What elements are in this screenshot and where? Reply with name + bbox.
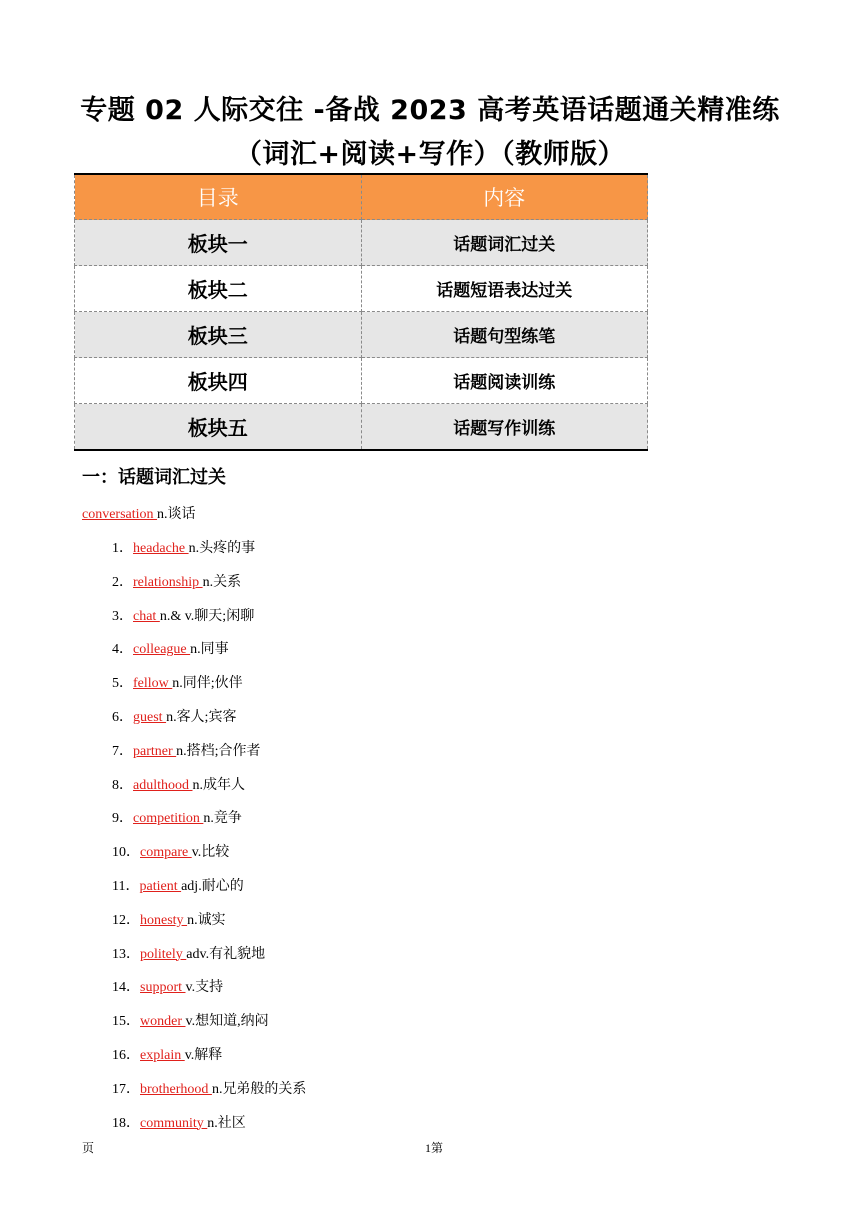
- vocab-item: [112, 1047, 222, 1065]
- vocab-item: [112, 608, 254, 626]
- vocab-definition: v.支持: [185, 980, 224, 996]
- vocab-number: 6．: [112, 710, 133, 725]
- vocab-word: headache: [133, 541, 189, 556]
- vocab-word: wonder: [140, 1014, 186, 1030]
- vocab-definition: adj.耐心的: [181, 879, 244, 894]
- vocab-item: [112, 912, 226, 930]
- vocab-number: 3．: [112, 608, 133, 624]
- vocab-word: patient: [139, 879, 182, 894]
- vocab-number: 1．: [112, 541, 133, 556]
- vocab-word: brotherhood: [140, 1081, 212, 1097]
- vocab-item: [112, 878, 244, 896]
- vocab-item: [112, 675, 243, 693]
- vocab-word: support: [140, 980, 186, 996]
- vocab-word: guest: [133, 710, 167, 725]
- vocab-head-entry: [82, 506, 196, 524]
- vocab-number: 16．: [112, 1048, 140, 1063]
- vocab-definition: n.社区: [207, 1115, 246, 1131]
- module-content: 话题阅读训练: [361, 358, 648, 404]
- vocab-number: 9．: [112, 811, 133, 827]
- vocab-definition: v.比较: [191, 845, 230, 861]
- vocab-item: [112, 574, 241, 592]
- vocab-word: honesty: [140, 912, 188, 928]
- vocab-definition: n.谈话: [157, 507, 196, 522]
- vocab-word: partner: [133, 743, 177, 759]
- vocab-item: [112, 1081, 306, 1099]
- vocab-item: [112, 743, 261, 761]
- header-content: 内容: [361, 174, 648, 220]
- vocab-word: chat: [133, 608, 160, 624]
- vocab-number: 4．: [112, 642, 133, 658]
- vocab-number: 10．: [112, 845, 140, 861]
- vocab-item: [112, 979, 223, 997]
- vocab-word: fellow: [133, 676, 173, 692]
- contents-row: [75, 266, 648, 312]
- module-name: 板块五: [75, 404, 362, 451]
- document-title-line-1: 专题 02 人际交往 -备战 2023 高考英语话题通关精准练: [80, 95, 780, 126]
- contents-row: [75, 312, 648, 358]
- vocab-definition: n.关系: [202, 574, 242, 590]
- contents-row: [75, 404, 648, 451]
- vocab-word: compare: [140, 845, 192, 861]
- vocab-definition: n.兄弟般的关系: [211, 1081, 307, 1097]
- vocab-definition: v.想知道,纳闷: [185, 1014, 269, 1030]
- vocab-word: conversation: [82, 507, 158, 522]
- vocab-definition: n.搭档;合作者: [176, 743, 261, 759]
- vocab-number: 5．: [112, 676, 133, 692]
- vocab-word: explain: [140, 1048, 185, 1063]
- vocab-item: [112, 709, 236, 727]
- module-content: 话题句型练笔: [361, 312, 648, 358]
- module-name: 板块三: [75, 312, 362, 358]
- vocab-number: 17．: [112, 1081, 140, 1097]
- vocab-number: 13．: [112, 946, 140, 962]
- vocab-number: 12．: [112, 912, 140, 928]
- vocab-definition: n.同伴;伙伴: [172, 676, 243, 692]
- contents-row: [75, 358, 648, 404]
- vocab-word: adulthood: [133, 777, 193, 793]
- vocab-number: 18．: [112, 1115, 140, 1131]
- vocab-definition: n.同事: [190, 642, 229, 658]
- vocab-number: 11．: [112, 879, 140, 894]
- vocab-item: [112, 810, 242, 828]
- vocab-item: [112, 1115, 246, 1133]
- footer-page-label: 页: [82, 1141, 95, 1155]
- document-title-line-2: （词汇+阅读+写作）（教师版）: [234, 139, 626, 170]
- vocab-item: [112, 540, 255, 558]
- vocab-definition: n.& v.聊天;闲聊: [159, 608, 255, 624]
- vocab-number: 7．: [112, 743, 133, 759]
- vocab-item: [112, 777, 245, 795]
- vocab-definition: n.头疼的事: [188, 541, 256, 556]
- vocab-word: community: [140, 1115, 208, 1131]
- vocab-definition: n.诚实: [187, 912, 226, 928]
- vocab-word: relationship: [133, 574, 203, 590]
- contents-row: [75, 220, 648, 266]
- vocab-number: 2．: [112, 574, 133, 590]
- vocab-item: [112, 844, 229, 862]
- header-catalog: 目录: [75, 174, 362, 220]
- module-name: 板块二: [75, 266, 362, 312]
- vocab-number: 14．: [112, 980, 140, 996]
- module-name: 板块四: [75, 358, 362, 404]
- module-name: 板块一: [75, 220, 362, 266]
- module-content: 话题词汇过关: [361, 220, 648, 266]
- contents-table-header: [75, 174, 648, 220]
- vocab-item: [112, 1013, 269, 1031]
- vocab-word: competition: [133, 811, 204, 827]
- vocab-number: 15．: [112, 1014, 140, 1030]
- vocab-definition: n.竞争: [203, 811, 242, 827]
- footer-page-number: 1第: [425, 1141, 444, 1155]
- vocab-definition: n.成年人: [192, 777, 245, 793]
- contents-table: [74, 173, 648, 451]
- vocab-word: politely: [140, 946, 187, 962]
- vocab-number: 8．: [112, 777, 133, 793]
- module-content: 话题短语表达过关: [361, 266, 648, 312]
- section-heading: 一：话题词汇过关: [82, 467, 226, 488]
- vocab-item: [112, 946, 265, 964]
- vocab-word: colleague: [133, 642, 191, 658]
- vocab-definition: v.解释: [184, 1048, 223, 1063]
- module-content: 话题写作训练: [361, 404, 648, 451]
- vocab-item: [112, 641, 229, 659]
- vocab-definition: n.客人;宾客: [166, 710, 237, 725]
- vocab-definition: adv.有礼貌地: [186, 946, 266, 962]
